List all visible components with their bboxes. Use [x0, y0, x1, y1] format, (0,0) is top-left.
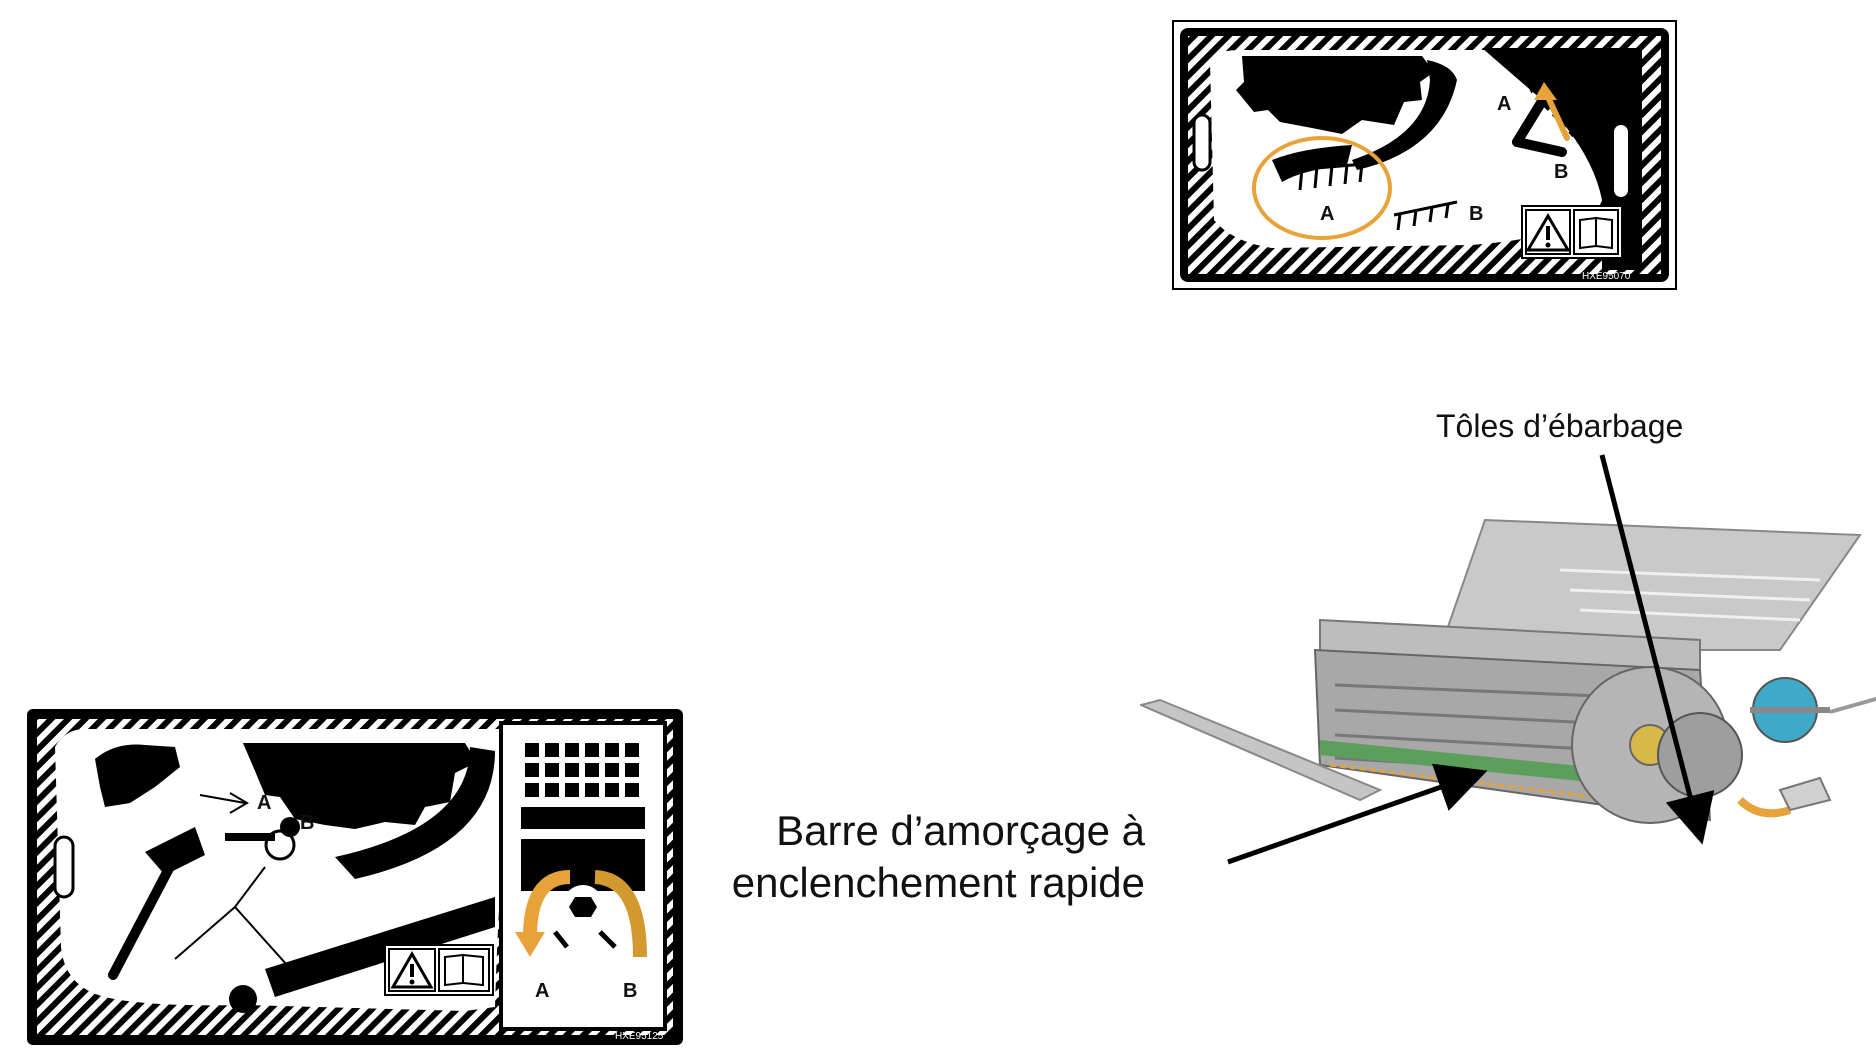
label-b-rotation: B — [623, 980, 638, 1002]
label-b-arm: B — [1554, 161, 1569, 183]
label-b-bars: B — [1469, 203, 1484, 225]
callout-barre — [700, 805, 1145, 909]
arrow-toles — [1602, 455, 1700, 835]
callout-barre-line1: Barre d’amorçage à — [776, 807, 1145, 854]
label-a-arm: A — [1497, 93, 1512, 115]
callout-toles: Tôles d’ébarbage — [1436, 408, 1684, 444]
decal-code: HXE95125 — [615, 1031, 664, 1042]
arrow-barre — [1228, 774, 1478, 862]
label-a-rotation: A — [535, 980, 550, 1002]
label-a-bars: A — [1320, 203, 1335, 225]
decal-code: HXE95070 — [1582, 271, 1631, 282]
label-a-top: A — [257, 792, 272, 814]
label-b-top: B — [300, 812, 315, 834]
callout-barre-line2: enclenchement rapide — [731, 859, 1145, 906]
